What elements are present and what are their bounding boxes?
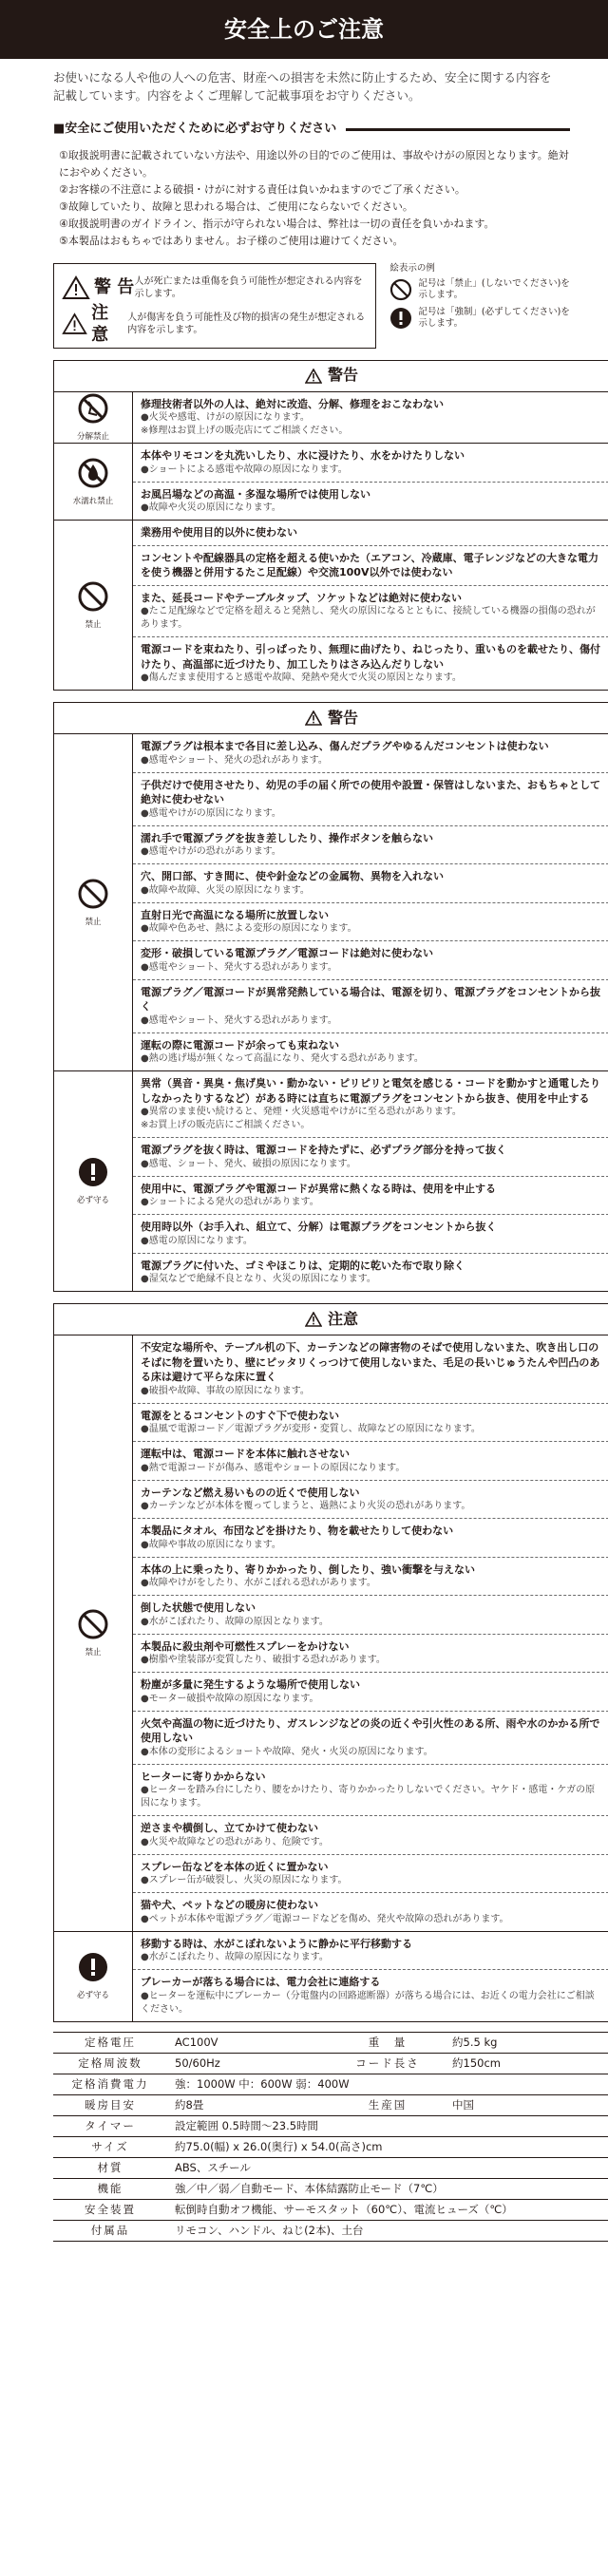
caution-item-heading: ヒーターに寄りかからない bbox=[141, 1770, 266, 1783]
caution-item-heading: 粉塵が多量に発生するような場所で使用しない bbox=[141, 1678, 360, 1692]
caution-item-heading: 電源をとるコンセントのすぐ下で使わない bbox=[141, 1409, 339, 1422]
caution-item-note: ●火災や感電、けがの原因になります。 bbox=[141, 412, 310, 424]
warning-section bbox=[53, 360, 608, 691]
caution-triangle-icon bbox=[62, 312, 87, 336]
warning-triangle-icon bbox=[305, 369, 322, 384]
caution-item-note: ●ヒーターを運転中にブレーカー（分電盤内の回路遮断器）が落ちる場合には、お近くの電力会社にご相談ください。 bbox=[141, 1990, 595, 2015]
spec-value: AC100V bbox=[175, 2035, 218, 2049]
caution-item-heading: 変形・破損している電源プラグ／電源コードは絶対に使わない bbox=[141, 947, 433, 960]
section-header bbox=[54, 361, 608, 392]
sections-container bbox=[0, 360, 608, 2022]
example-title: 絵表示の例 bbox=[390, 262, 435, 274]
spec-value: ABS、スチール bbox=[175, 2160, 251, 2174]
caution-item bbox=[133, 980, 608, 1033]
caution-item-note: ●傷んだまま使用すると感電や故障、発熱や発火で火災の原因となります。 bbox=[141, 672, 462, 684]
rule-item: ②お客様の不注意による破損・けがに対する責任は負いかねますのでご了承ください。 bbox=[59, 182, 466, 196]
spec-label: 重 量 bbox=[368, 2035, 408, 2049]
caution-item-heading: 電源プラグを抜く時は、電源コードを持たずに、必ずプラグ部分を持って抜く bbox=[141, 1144, 506, 1157]
caution-item-note: ●故障や事故の原因になります。 bbox=[141, 1539, 281, 1550]
rules-heading bbox=[53, 122, 570, 138]
caution-item-heading: 移動する時は、水がこぼれないように静かに平行移動する bbox=[141, 1937, 412, 1950]
caution-item-note: ※修理はお買上げの販売店にてご相談ください。 bbox=[141, 426, 349, 437]
caution-item-heading: 使用中に、電源プラグや電源コードが異常に熱くなる時は、使用を中止する bbox=[141, 1182, 496, 1195]
spec-label: 暖房目安 bbox=[85, 2097, 136, 2112]
spec-label: 機能 bbox=[97, 2181, 124, 2195]
caution-item bbox=[133, 1177, 608, 1216]
caution-item-note: ●ショートによる感電や故障の原因になります。 bbox=[141, 464, 348, 475]
item-group bbox=[54, 444, 608, 521]
caution-item-note: ●感電やけがの原因になります。 bbox=[141, 807, 281, 819]
caution-item-note: ●熱で電源コードが傷み、感電やショートの原因になります。 bbox=[141, 1462, 406, 1473]
caution-item-note: ●感電やショート、発火する恐れがあります。 bbox=[141, 961, 337, 973]
caution-item-heading: 火気や高温の物に近づけたり、ガスレンジなどの炎の近くや引火性のある所、雨や水のかかる所で使用しない bbox=[141, 1716, 600, 1745]
caution-item-note: ●カーテンなどが本体を覆ってしまうと、過熱により火災の恐れがあります。 bbox=[141, 1501, 471, 1512]
rules-list bbox=[59, 147, 570, 250]
group-icon-cell bbox=[54, 1932, 133, 2021]
caution-item-heading: 本製品にタオル、布団などを掛けたり、物を載せたりして使わない bbox=[141, 1525, 454, 1538]
spec-row bbox=[53, 2054, 608, 2074]
caution-item bbox=[133, 1138, 608, 1177]
legend-warning bbox=[62, 270, 368, 306]
caution-item bbox=[133, 1558, 608, 1597]
spec-label: 材質 bbox=[97, 2160, 124, 2174]
rule-item: ①取扱説明書に記載されていない方法や、用途以外の目的でのご使用は、事故やけがの原因となります。絶対におやめください。 bbox=[59, 148, 569, 179]
rule-item: ⑤本製品はおもちゃではありません。お子様のご使用は避けてください。 bbox=[59, 234, 404, 247]
caution-item-heading: 不安定な場所や、テーブル机の下、カーテンなどの障害物のそばで使用しないまた、吹き出し口のそばに物を置いたり、壁にピッタリくっつけて使用しないまた、毛足の長いじゅうたんや凹凸のある床は避けて平らな床に置く bbox=[141, 1341, 600, 1384]
caution-item-note: ●スプレー缶が破裂し、火災の原因になります。 bbox=[141, 1875, 348, 1886]
caution-item bbox=[133, 546, 608, 586]
rules-heading-line bbox=[346, 128, 570, 131]
spec-label: 定格周波数 bbox=[78, 2055, 142, 2070]
spec-label: 付属品 bbox=[90, 2223, 130, 2237]
caution-item bbox=[133, 1673, 608, 1712]
caution-item-note: ●たこ足配線などで定格を超えると発熱し、発火の原因になるとともに、接続している機器の損傷の恐れがあります。 bbox=[141, 606, 596, 631]
legend-caution-tag: 注 意 bbox=[91, 302, 109, 345]
spec-row bbox=[53, 2033, 608, 2054]
caution-item bbox=[133, 1712, 608, 1765]
section-title: 警告 bbox=[327, 708, 358, 727]
legend-warning-desc: 人が死亡または重傷を負う可能性が想定される内容を示します。 bbox=[134, 275, 363, 299]
caution-item-heading: 子供だけで使用させたり、幼児の手の届く所での使用や設置・保管はしないまた、おもちゃとして絶対に使わせない bbox=[141, 778, 600, 806]
group-icon-label: 分解禁止 bbox=[76, 432, 109, 443]
caution-item-note: ●故障やけがをしたり、水がこぼれる恐れがあります。 bbox=[141, 1578, 376, 1589]
caution-item bbox=[133, 444, 608, 483]
spec-value: 約5.5 kg bbox=[452, 2035, 498, 2049]
caution-item-note: ●故障や故障、火災の原因になります。 bbox=[141, 884, 310, 896]
caution-item bbox=[133, 1215, 608, 1254]
caution-item-heading: 濡れ手で電源プラグを抜き差ししたり、操作ボタンを触らない bbox=[141, 831, 433, 844]
section-header bbox=[54, 703, 608, 734]
caution-item bbox=[133, 483, 608, 521]
spec-row bbox=[53, 2137, 608, 2158]
no-disassembly-icon bbox=[77, 392, 109, 428]
caution-item bbox=[133, 1519, 608, 1558]
caution-item bbox=[133, 637, 608, 690]
warning-triangle-icon bbox=[62, 275, 90, 300]
caution-item-note: ●モーター破損や故障の原因になります。 bbox=[141, 1693, 319, 1704]
caution-item bbox=[133, 826, 608, 865]
spec-label: 定格消費電力 bbox=[71, 2076, 149, 2091]
spec-table bbox=[53, 2032, 608, 2242]
caution-item-heading: カーテンなど燃え易いものの近くで使用しない bbox=[141, 1486, 360, 1499]
warning-section bbox=[53, 1303, 608, 2022]
caution-item-heading: 本体やリモコンを丸洗いしたり、水に浸けたり、水をかけたりしない bbox=[141, 449, 465, 463]
prohibit-icon bbox=[77, 1608, 109, 1644]
caution-item-note: ●感電やショート、発火する恐れがあります。 bbox=[141, 1014, 337, 1026]
rules-heading-text: ■安全にご使用いただくために必ずお守りください bbox=[53, 122, 337, 136]
caution-item-heading: 直射日光で高温になる場所に放置しない bbox=[141, 908, 329, 921]
legend-caution bbox=[62, 302, 368, 345]
item-group bbox=[54, 392, 608, 445]
example-prohibit bbox=[390, 278, 570, 301]
caution-item-note: ●破損や故障、事故の原因になります。 bbox=[141, 1385, 310, 1396]
caution-item-heading: 電源プラグに付いた、ゴミやほこりは、定期的に乾いた布で取り除く bbox=[141, 1259, 465, 1272]
group-icon-cell bbox=[54, 392, 133, 444]
caution-item-heading: 倒した状態で使用しない bbox=[141, 1601, 256, 1615]
caution-item-note: ●故障や色あせ、熱による変形の原因になります。 bbox=[141, 923, 357, 935]
spec-value: 中国 bbox=[452, 2097, 474, 2112]
section-title: 注意 bbox=[327, 1309, 358, 1328]
legend-row bbox=[53, 263, 570, 349]
caution-item bbox=[133, 734, 608, 773]
caution-item-heading: また、延長コードやテーブルタップ、ソケットなどは絶対に使わない bbox=[141, 591, 463, 604]
caution-item-note: ●火災や故障などの恐れがあり、危険です。 bbox=[141, 1836, 329, 1847]
spec-label: タイマー bbox=[85, 2118, 136, 2132]
caution-item-note: ●感電、ショート、発火、破損の原因になります。 bbox=[141, 1158, 356, 1169]
caution-item-heading: ブレーカーが落ちる場合には、電力会社に連絡する bbox=[141, 1976, 381, 1989]
caution-item bbox=[133, 1816, 608, 1855]
spec-value: 約8畳 bbox=[175, 2097, 204, 2112]
legend-caution-desc: 人が傷害を負う可能性及び物的損害の発生が想定される内容を示します。 bbox=[127, 312, 366, 335]
spec-row bbox=[53, 2095, 608, 2116]
section-header bbox=[54, 1304, 608, 1335]
section-title: 警告 bbox=[327, 366, 358, 385]
warning-section bbox=[53, 702, 608, 1292]
caution-item bbox=[133, 1335, 608, 1404]
caution-item bbox=[133, 941, 608, 980]
page-title: 安全上のご注意 bbox=[0, 0, 608, 59]
caution-item-note: ●異常のまま使い続けると、発煙・火災感電やけがに至る恐れがあります。 bbox=[141, 1107, 462, 1118]
caution-item bbox=[133, 1893, 608, 1931]
caution-item-heading: 修理技術者以外の人は、絶対に改造、分解、修理をおこなわない bbox=[141, 397, 444, 410]
rule-item: ③故障していたり、故障と思われる場合は、ご使用にならないでください。 bbox=[59, 199, 413, 213]
caution-item-heading: 異常（異音・異臭・焦げ臭い・動かない・ピリピリと電気を感じる・コードを動かすと通電したりしなかったりするなど）がある時には直ちに電源プラグをコンセントから抜き、使用を中止する bbox=[141, 1077, 600, 1105]
spec-row bbox=[53, 2158, 608, 2179]
no-water-icon bbox=[77, 457, 109, 493]
caution-item-note: ●感電やショート、発火の恐れがあります。 bbox=[141, 754, 328, 766]
item-group bbox=[54, 1335, 608, 1932]
spec-value: 約150cm bbox=[452, 2055, 501, 2070]
caution-item-heading: コンセントや配線器具の定格を超える使いかた（エアコン、冷蔵庫、電子レンジなどの大きな電力を使う機器と併用するたこ足配線）や交流100V以外では使わない bbox=[141, 551, 599, 579]
caution-item bbox=[133, 864, 608, 903]
caution-item-heading: 使用時以外（お手入れ、組立て、分解）は電源プラグをコンセントから抜く bbox=[141, 1221, 497, 1234]
caution-item-heading: 電源プラグは根本まで各目に差し込み、傷んだプラグやゆるんだコンセントは使わない bbox=[141, 740, 549, 753]
spec-label: コード長さ bbox=[355, 2055, 420, 2070]
caution-item-heading: 電源コードを束ねたり、引っぱったり、無理に曲げたり、ねじったり、重いものを載せたり、傷付けたり、高温部に近づけたり、加工したりはさみ込んだりしない bbox=[141, 643, 600, 671]
spec-value: 転倒時自動オフ機能、サーモスタット（60℃）、電流ヒューズ（℃） bbox=[175, 2202, 513, 2216]
spec-label: 生産国 bbox=[368, 2097, 408, 2112]
caution-item-note: ●湿気などで絶縁不良となり、火災の原因になります。 bbox=[141, 1274, 376, 1285]
caution-item-heading: 電源プラグ／電源コードが異常発熱している場合は、電源を切り、電源プラグをコンセントから抜く bbox=[141, 985, 600, 1013]
caution-item-note: ●水がこぼれたり、故障の原因になります。 bbox=[141, 1952, 329, 1963]
caution-item-heading: 穴、開口部、すき間に、使や針金などの金属物、異物を入れない bbox=[141, 870, 444, 883]
caution-item bbox=[133, 1635, 608, 1674]
caution-item bbox=[133, 1254, 608, 1292]
caution-item-heading: 本体の上に乗ったり、寄りかかったり、倒したり、強い衝撃を与えない bbox=[141, 1563, 475, 1576]
group-items bbox=[133, 734, 608, 1070]
spec-row bbox=[53, 2200, 608, 2221]
group-icon-cell bbox=[54, 1335, 133, 1931]
group-icon-label: 禁止 bbox=[85, 619, 102, 630]
caution-item-note: ●熱の逃げ場が無くなって高温になり、発火する恐れがあります。 bbox=[141, 1053, 424, 1065]
caution-item bbox=[133, 1596, 608, 1635]
example-mandatory bbox=[390, 307, 570, 330]
legend-warning-tag: 警 告 bbox=[94, 277, 135, 298]
group-items bbox=[133, 392, 608, 444]
caution-item bbox=[133, 1932, 608, 1971]
group-items bbox=[133, 444, 608, 520]
mandatory-icon bbox=[77, 1156, 109, 1192]
spec-label: 安全装置 bbox=[85, 2202, 136, 2216]
caution-item bbox=[133, 1071, 608, 1138]
group-icon-cell bbox=[54, 521, 133, 690]
caution-item-note: ●本体の変形によるショートや故障、発火・火災の原因になります。 bbox=[141, 1746, 433, 1757]
caution-item-note: ●樹脂や塗装部が変質したり、破損する恐れがあります。 bbox=[141, 1655, 386, 1666]
caution-item-heading: お風呂場などの高温・多湿な場所では使用しない bbox=[141, 487, 370, 501]
group-items bbox=[133, 521, 608, 690]
caution-item-heading: 猫や犬、ペットなどの暖房に使わない bbox=[141, 1899, 318, 1912]
caution-item-heading: 運転中は、電源コードを本体に触れさせない bbox=[141, 1448, 350, 1461]
warning-triangle-icon bbox=[305, 1312, 322, 1327]
mandatory-icon bbox=[77, 1951, 109, 1987]
item-group bbox=[54, 521, 608, 690]
mandatory-icon bbox=[390, 307, 412, 330]
prohibit-icon bbox=[77, 580, 109, 616]
warning-triangle-icon bbox=[305, 710, 322, 726]
caution-item bbox=[133, 773, 608, 826]
caution-item-note: ●故障や火災の原因になります。 bbox=[141, 502, 281, 514]
item-group bbox=[54, 1932, 608, 2021]
caution-item bbox=[133, 586, 608, 638]
caution-item bbox=[133, 1404, 608, 1443]
caution-item bbox=[133, 521, 608, 546]
spec-value: 設定範囲 0.5時間〜23.5時間 bbox=[175, 2118, 319, 2132]
spec-row bbox=[53, 2221, 608, 2242]
caution-item-note: ●ショートによる発火の恐れがあります。 bbox=[141, 1197, 319, 1208]
caution-item bbox=[133, 1970, 608, 2021]
caution-item-heading: 逆さまや横倒し、立てかけて使わない bbox=[141, 1822, 318, 1835]
group-items bbox=[133, 1932, 608, 2021]
legend-box bbox=[53, 263, 376, 349]
group-items bbox=[133, 1335, 608, 1931]
caution-item-note: ※お買上げの販売店にご相談ください。 bbox=[141, 1120, 311, 1131]
caution-item bbox=[133, 903, 608, 942]
prohibit-icon bbox=[390, 278, 412, 301]
group-icon-label: 必ず守る bbox=[76, 1991, 109, 2001]
caution-item-heading: 業務用や使用目的以外に使わない bbox=[141, 526, 297, 540]
group-icon-label: 水濡れ禁止 bbox=[72, 496, 114, 506]
spec-label: 定格電圧 bbox=[85, 2035, 136, 2049]
example-prohibit-desc: 記号は「禁止」(しないでください)を示します。 bbox=[418, 278, 570, 301]
spec-row bbox=[53, 2074, 608, 2095]
group-icon-label: 禁止 bbox=[85, 1648, 102, 1658]
rule-item: ④取扱説明書のガイドライン、指示が守られない場合は、弊社は一切の責任を負いかねます。 bbox=[59, 217, 495, 230]
group-icon-cell bbox=[54, 1071, 133, 1291]
caution-item bbox=[133, 1481, 608, 1520]
example-box bbox=[390, 263, 570, 349]
item-group bbox=[54, 1071, 608, 1291]
spec-value: 強／中／弱／自動モード、本体結露防止モード（7℃） bbox=[175, 2181, 444, 2195]
spec-row bbox=[53, 2179, 608, 2200]
caution-item-note: ●感電の原因になります。 bbox=[141, 1235, 253, 1246]
group-icon-cell bbox=[54, 444, 133, 520]
spec-label: サイズ bbox=[91, 2139, 129, 2153]
caution-item-note: ●ヒーターを踏み台にしたり、腰をかけたり、寄りかかったりしないでください。ヤケド・感電・ケガの原因になります。 bbox=[141, 1785, 596, 1809]
caution-item bbox=[133, 1033, 608, 1071]
spec-value: 約75.0(幅) x 26.0(奥行) x 54.0(高さ)cm bbox=[175, 2139, 383, 2153]
caution-item bbox=[133, 1442, 608, 1481]
caution-item bbox=[133, 392, 608, 444]
caution-item-heading: 運転の際に電源コードが余っても束ねない bbox=[141, 1038, 339, 1051]
caution-item-note: ●水がこぼれたり、故障の原因となります。 bbox=[141, 1616, 329, 1627]
group-items bbox=[133, 1071, 608, 1291]
caution-item-note: ●温風で電源コード／電源プラグが変形・変質し、故障などの原因になります。 bbox=[141, 1424, 481, 1435]
group-icon-cell bbox=[54, 734, 133, 1070]
caution-item-heading: 本製品に殺虫剤や可燃性スプレーをかけない bbox=[141, 1639, 350, 1653]
spec-value: 50/60Hz bbox=[175, 2055, 220, 2070]
example-mandatory-desc: 記号は「強制」(必ずしてください)を示します。 bbox=[418, 307, 570, 330]
caution-item-heading: スプレー缶などを本体の近くに置かない bbox=[141, 1860, 329, 1873]
caution-item-note: ●感電やけがの恐れがあります。 bbox=[141, 846, 281, 858]
spec-row bbox=[53, 2116, 608, 2137]
caution-item bbox=[133, 1855, 608, 1894]
spec-value: 強：1000W 中：600W 弱：400W bbox=[175, 2076, 350, 2091]
intro-text: お使いになる人や他の人への危害、財産への損害を未然に防止するため、安全に関する内容を記載しています。内容をよくご理解して記載事項をお守りください。 bbox=[53, 70, 552, 103]
spec-value: リモコン、ハンドル、ねじ(2本)、土台 bbox=[175, 2223, 364, 2237]
group-icon-label: 必ず守る bbox=[76, 1196, 109, 1206]
group-icon-label: 禁止 bbox=[85, 917, 102, 927]
prohibit-icon bbox=[77, 878, 109, 914]
caution-item bbox=[133, 1765, 608, 1817]
caution-item-note: ●ペットが本体や電源プラグ／電源コードなどを傷め、発火や故障の恐れがあります。 bbox=[141, 1913, 509, 1924]
item-group bbox=[54, 734, 608, 1071]
